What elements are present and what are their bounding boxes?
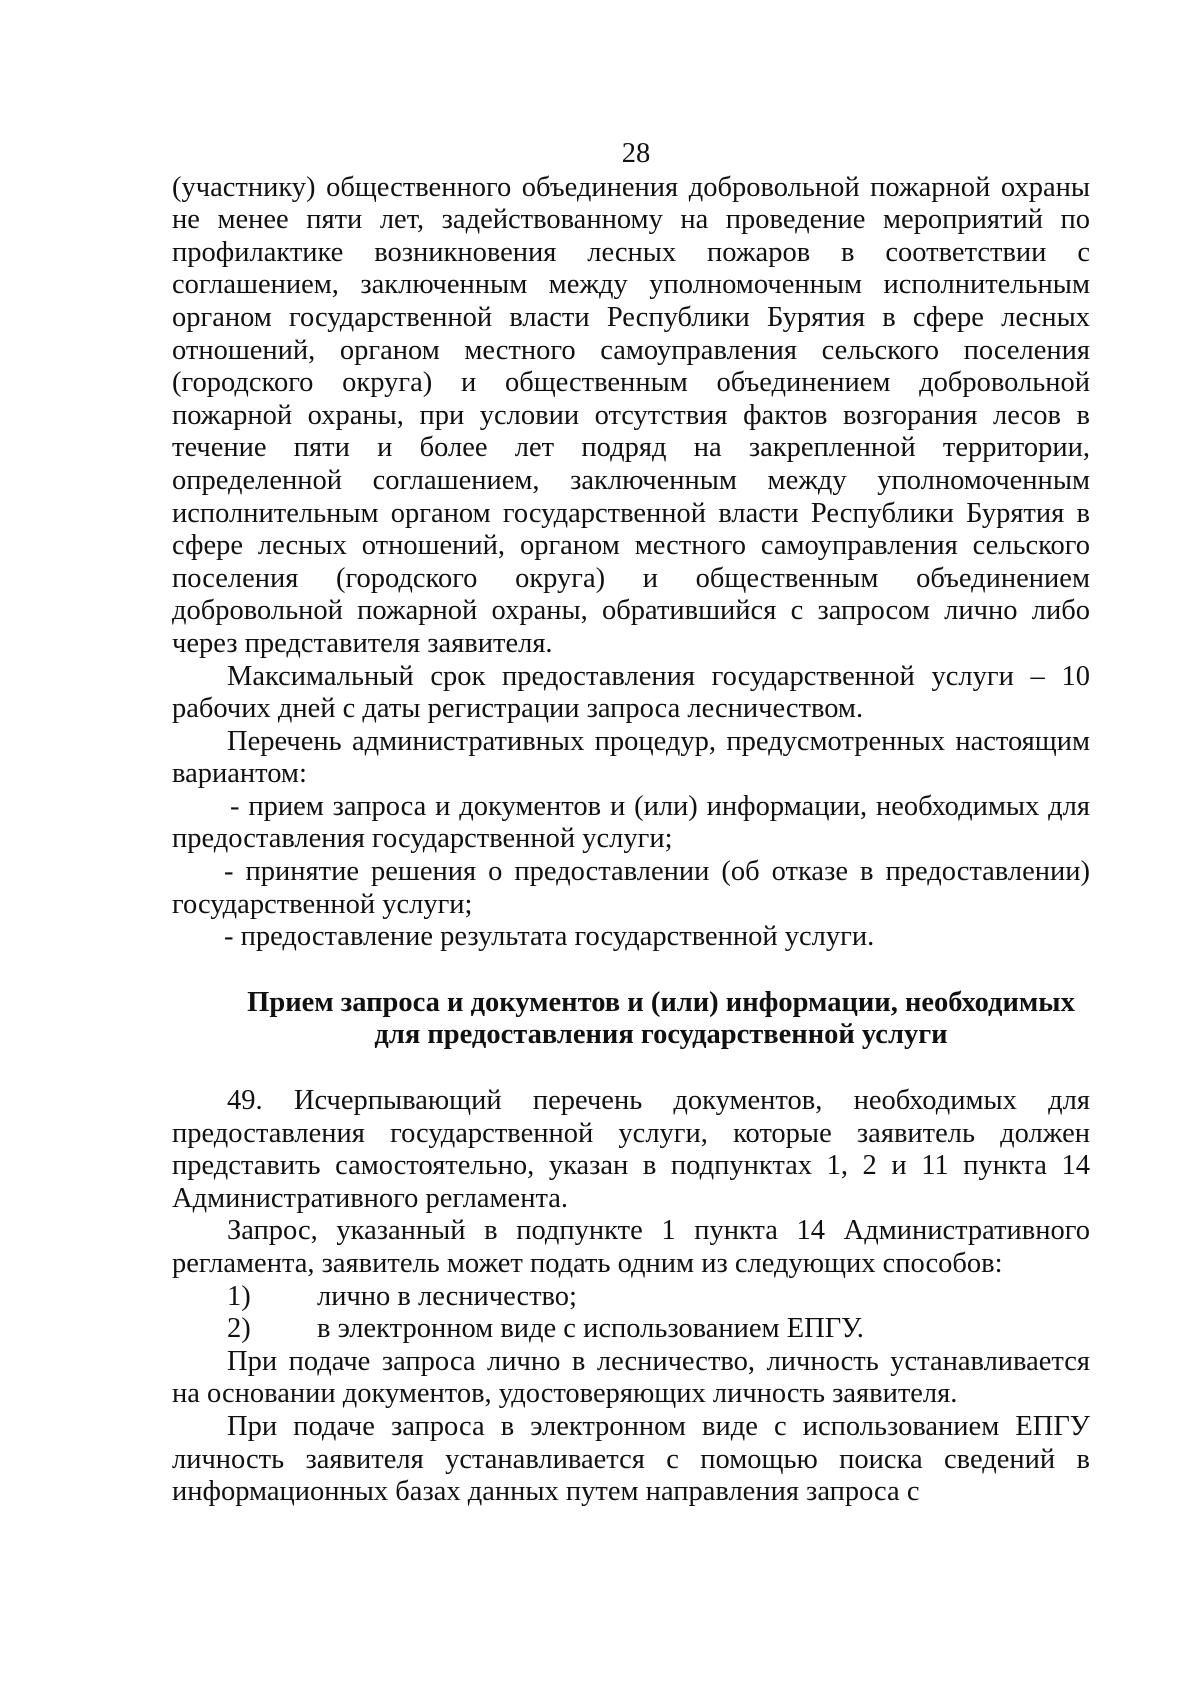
paragraph-request-methods: Запрос, указанный в подпункте 1 пункта 14 Административного регламента, заявитель может подать одним из следующих способов:	[172, 1215, 1090, 1279]
section-heading-line-1: Прием запроса и документов и (или) информации, необходимых	[247, 986, 1075, 1018]
paragraph-max-term: Максимальный срок предоставления государственной услуги – 10 рабочих дней с даты регистрации запроса лесничеством.	[172, 660, 1090, 725]
list-item-procedure-2: - принятие решения о предоставлении (об отказе в предоставлении) государственной услуги;	[172, 856, 1090, 920]
list-item-number: 2)	[227, 1313, 251, 1345]
paragraph-electronic-submission: При подаче запроса в электронном виде с использованием ЕПГУ личность заявителя устанавливается с помощью поиска сведений в информационных базах данных путем направления запроса с	[172, 1410, 1090, 1508]
list-item-procedure-1: - прием запроса и документов и (или) информации, необходимых для предоставления государственной услуги;	[172, 790, 1090, 855]
paragraph-procedures-intro: Перечень административных процедур, предусмотренных настоящим вариантом:	[172, 725, 1090, 790]
section-heading	[172, 987, 1090, 1052]
list-item-text: в электронном виде с использованием ЕПГУ.	[317, 1313, 864, 1345]
list-item-procedure-3: - предоставление результата государственной услуги.	[224, 921, 875, 953]
paragraph-personal-submission: При подаче запроса лично в лесничество, личность устанавливается на основании документов, удостоверяющих личность заявителя.	[172, 1345, 1090, 1410]
page-number: 28	[621, 138, 651, 169]
list-item-method-1	[227, 1281, 1090, 1314]
document-page	[172, 138, 1090, 1509]
paragraph-applicant-description: (участнику) общественного объединения добровольной пожарной охраны не менее пяти лет, задействованному на проведение мероприятий по профилактике возникновения лесных пожаров в соответствии с соглашением, заключенным между уполномоченным исполнительным органом государственной власти Республики Бурятия в сфере лесных отношений, органом местного самоуправления сельского поселения (городского округа) и общественным объединением добровольной пожарной охраны, при условии отсутствия фактов возгорания лесов в течение пяти и более лет подряд на закрепленной территории, определенной соглашением, заключенным между уполномоченным исполнительным органом государственной власти Республики Бурятия в сфере лесных отношений, органом местного самоуправления сельского поселения (городского округа) и общественным объединением добровольной пожарной охраны, обратившийся с запросом лично либо через представителя заявителя.	[172, 171, 1090, 659]
list-item-number: 1)	[227, 1280, 251, 1312]
list-item-method-2	[227, 1313, 1090, 1346]
section-heading-line-2: для предоставления государственной услуги	[374, 1019, 948, 1051]
list-item-text: лично в лесничество;	[317, 1280, 577, 1312]
paragraph-item-49: 49. Исчерпывающий перечень документов, необходимых для предоставления государственной услуги, которые заявитель должен представить самостоятельно, указан в подпунктах 1, 2 и 11 пункта 14 Административного регламента.	[172, 1085, 1090, 1214]
